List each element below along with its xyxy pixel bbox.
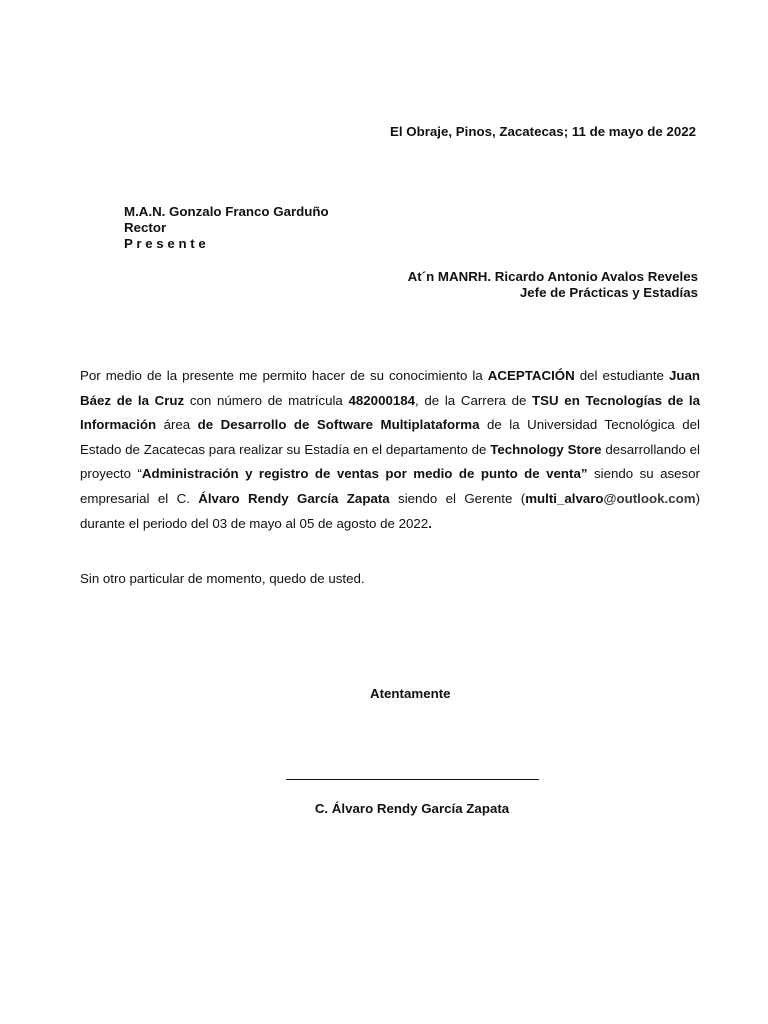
- recipient-block: [124, 204, 329, 252]
- closing-line: Sin otro particular de momento, quedo de usted.: [80, 571, 365, 586]
- project-name: Administración y registro de ventas por medio de punto de venta”: [141, 466, 588, 482]
- recipient-name: M.A.N. Gonzalo Franco Garduño: [124, 204, 329, 219]
- acceptance-word: ACEPTACIÓN: [487, 368, 575, 383]
- body-text: Por medio de la presente me permito hacer de su conocimiento la: [80, 368, 488, 383]
- place-date: El Obraje, Pinos, Zacatecas; 11 de mayo de 2022: [390, 124, 696, 139]
- attention-block: [408, 269, 698, 301]
- career-name: TSU en Tecnologías de la Información: [80, 392, 700, 433]
- email-domain[interactable]: @outlook.com: [603, 490, 696, 506]
- body-text: .: [428, 515, 432, 531]
- body-text: , de la Carrera de: [415, 392, 533, 408]
- area-name: de Desarrollo de Software Multiplataforma: [197, 417, 480, 433]
- attention-title: Jefe de Prácticas y Estadías: [519, 285, 698, 300]
- signer-block: [0, 801, 768, 817]
- letter-body: [80, 364, 700, 536]
- student-name: Juan Báez de la Cruz: [80, 368, 700, 408]
- body-text: siendo el Gerente (: [389, 490, 526, 506]
- body-text: siendo su asesor empresarial el C.: [80, 466, 700, 506]
- body-text: área: [156, 417, 198, 433]
- attention-name: At´n MANRH. Ricardo Antonio Avalos Reveles: [407, 269, 698, 284]
- body-text: desarrollando el proyecto “: [80, 441, 700, 482]
- body-text: ) durante el periodo del 03 de mayo al 05 de agosto de 2022: [80, 490, 700, 531]
- body-text: con número de matrícula: [184, 392, 349, 408]
- student-id: 482000184: [348, 392, 416, 408]
- department-name: Technology Store: [490, 441, 602, 457]
- advisor-name: Álvaro Rendy García Zapata: [198, 490, 390, 506]
- recipient-presente: P r e s e n t e: [124, 236, 206, 251]
- signer-name: C. Álvaro Rendy García Zapata: [314, 801, 510, 816]
- body-text: del estudiante: [574, 368, 669, 383]
- email-user: multi_alvaro: [525, 490, 604, 506]
- body-text: de la Universidad Tecnológica del Estado de Zacatecas para realizar su Estadía en el departamento de: [80, 417, 700, 457]
- signature-line: [286, 779, 539, 780]
- recipient-title: Rector: [124, 220, 167, 235]
- sign-off: Atentamente: [370, 686, 451, 701]
